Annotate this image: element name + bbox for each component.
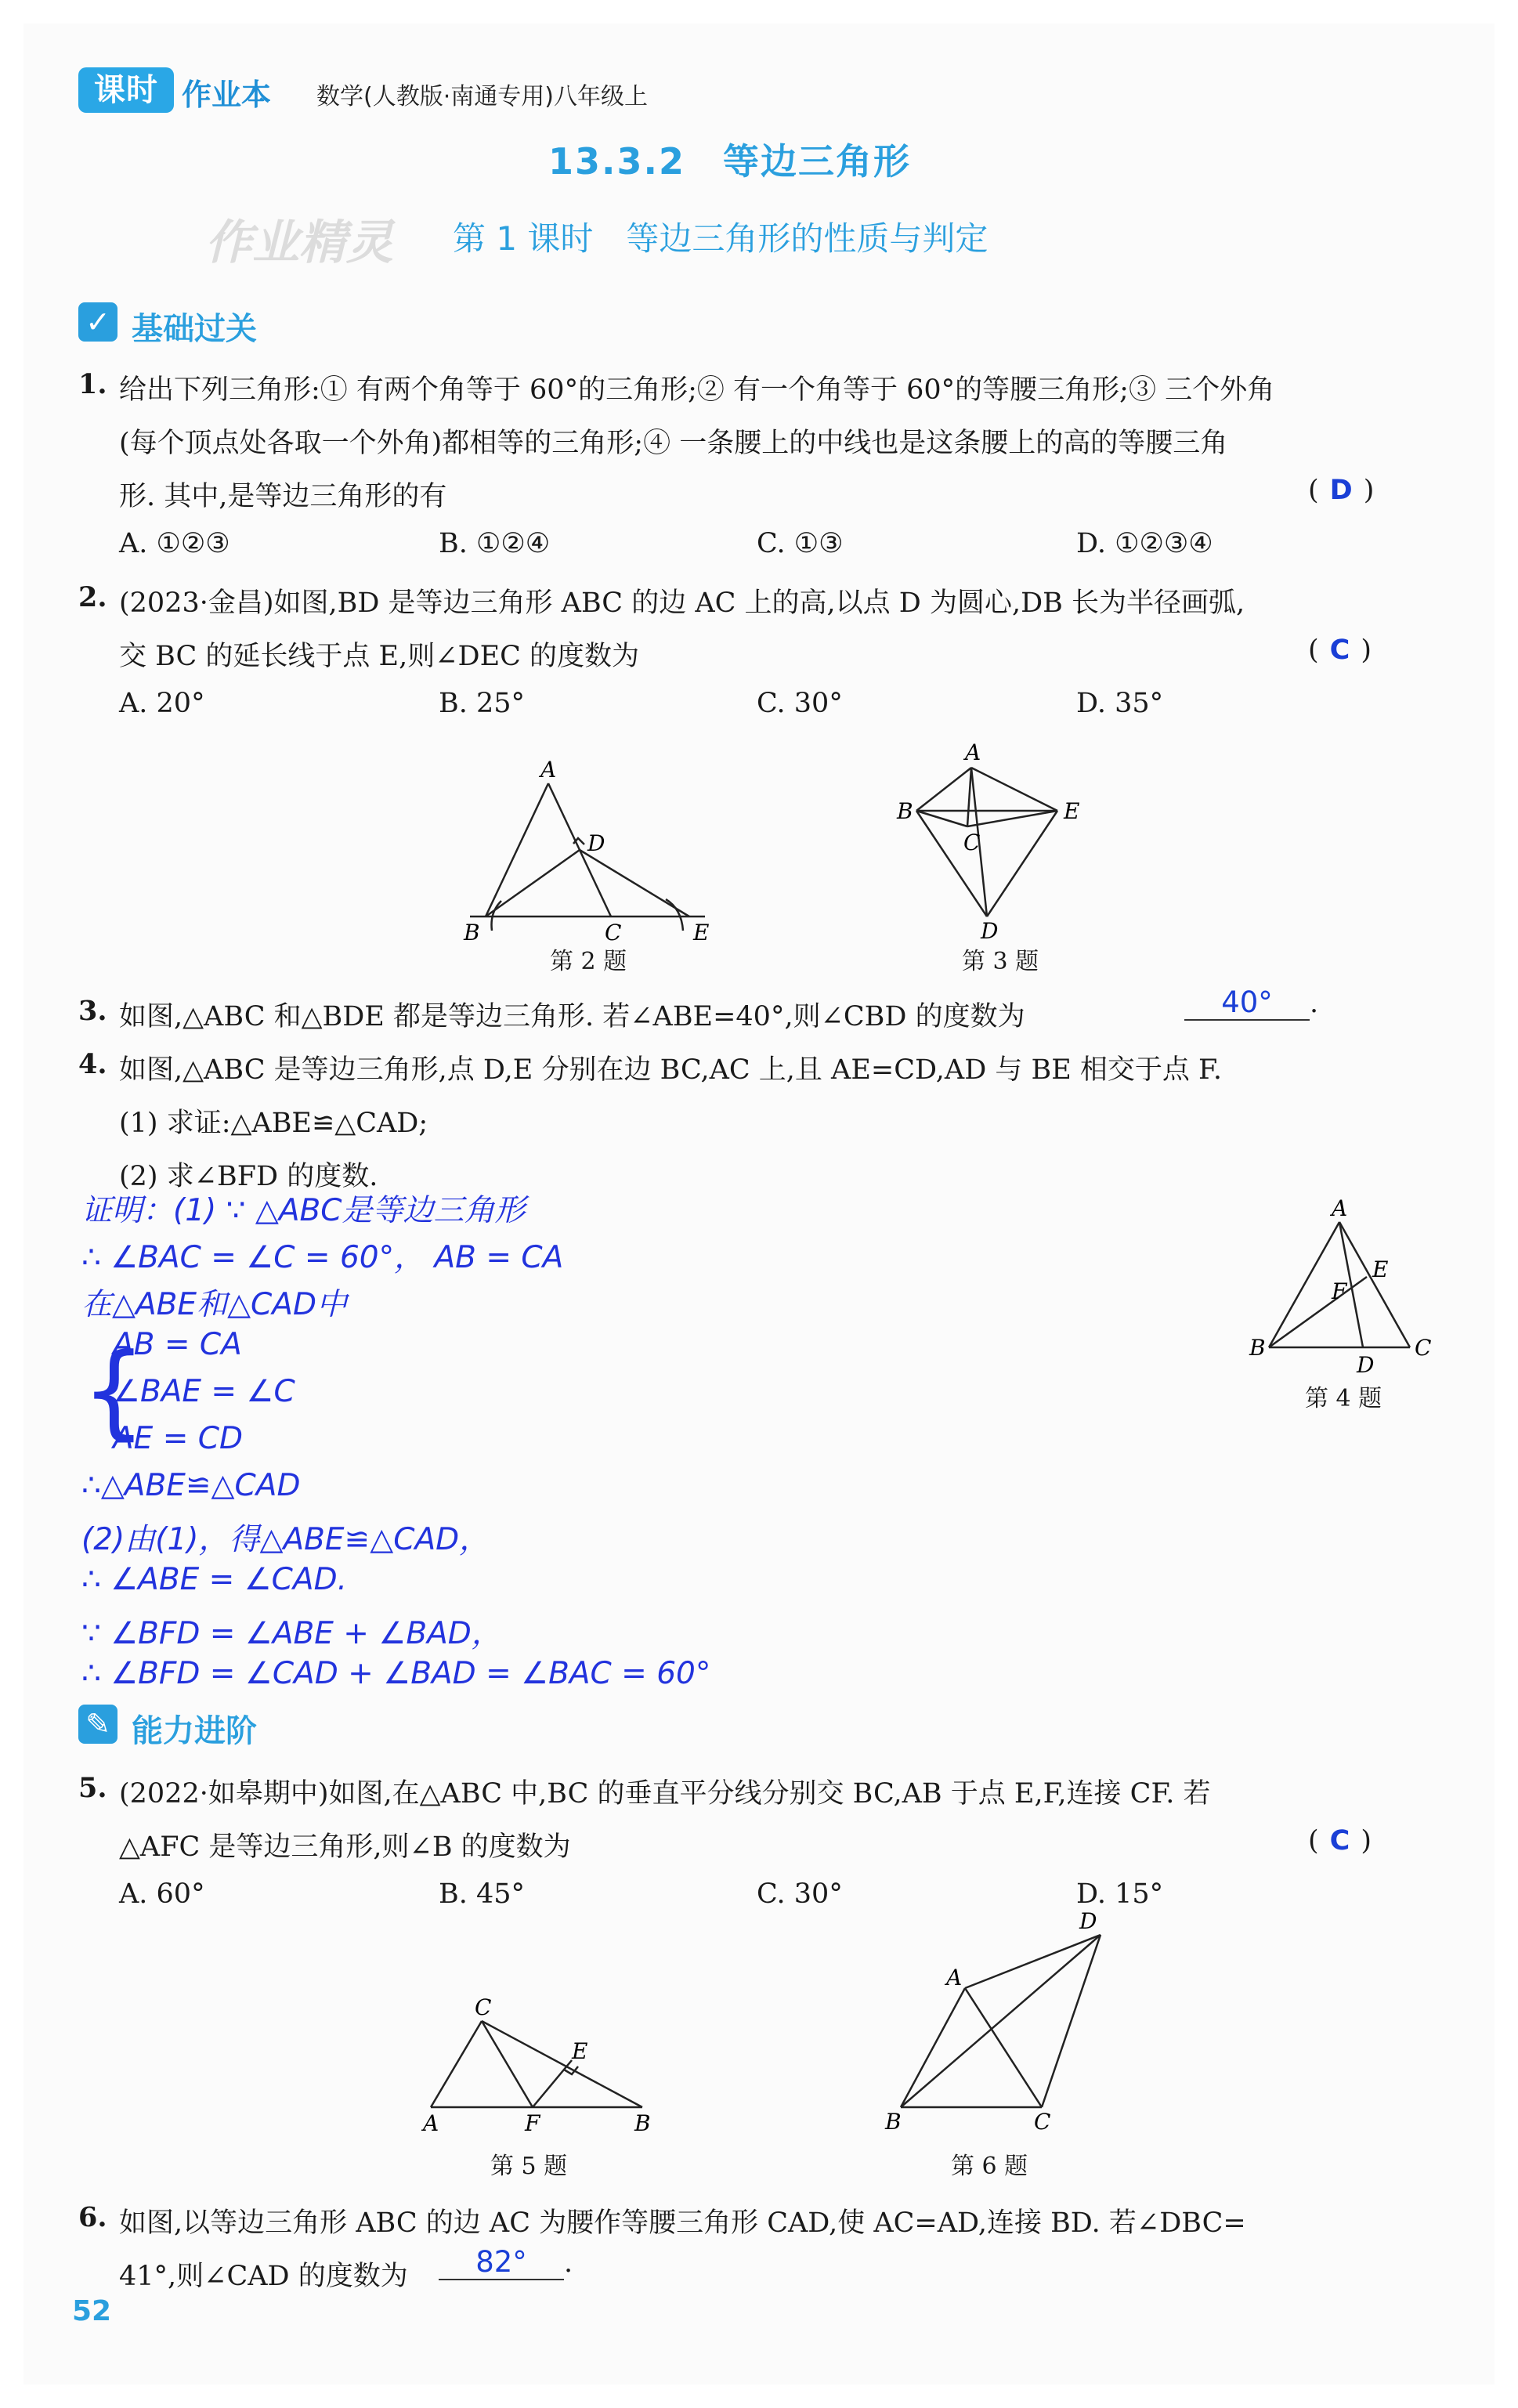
q5-option-d: D. 15° [1076,1878,1164,1910]
figure-q5 [407,1974,666,2146]
fig4-label-c: C [1415,1335,1432,1361]
q1-option-d: D. ①②③④ [1076,528,1213,559]
altitude-bd [486,850,580,917]
q4-sub1: (1) 求证:△ABE≌△CAD; [119,1108,428,1139]
solution-line-5: ∠BAE = ∠C [113,1374,295,1409]
q6-number: 6. [78,2201,107,2233]
fig2-label-e: E [693,920,710,945]
q5-option-b: B. 45° [439,1878,526,1910]
fig5-label-a: A [423,2110,439,2136]
fig6-label-a: A [946,1965,963,1990]
fig3-label-a: A [965,739,981,765]
fig3-label-b: B [897,798,913,824]
q5-number: 5. [78,1772,107,1804]
lesson-title: 第 1 课时 等边三角形的性质与判定 [453,219,989,258]
fig2-label-a: A [540,757,557,783]
side-ab [486,783,548,917]
side-ab [1269,1222,1339,1347]
side-bd [916,811,987,917]
brand-logo: 课时 [78,67,174,113]
fig3-label-e: E [1064,798,1080,824]
q1-answer: ( D ) [1308,475,1375,506]
solution-line-6: AE = CD [113,1421,244,1456]
solution-line-10: ∵ ∠BFD = ∠ABE + ∠BAD， [81,1616,502,1651]
q4-sub2: (2) 求∠BFD 的度数. [119,1161,378,1192]
fig3-caption: 第 3 题 [962,948,1039,975]
page-number: 52 [72,2295,112,2327]
side-ab [916,768,971,811]
q1-option-a: A. ①②③ [119,528,230,559]
fig5-label-c: C [475,1994,492,2020]
q1-number: 1. [78,368,107,400]
q5-answer: ( C ) [1308,1825,1372,1857]
q1-line2: (每个顶点处各取一个外角)都相等的三角形;④ 一条腰上的中线也是这条腰上的高的等腰三角 [119,428,1228,459]
fig6-caption: 第 6 题 [951,2153,1028,2180]
q6-line2: 41°,则∠CAD 的度数为 [119,2261,408,2292]
fig5-label-f: F [525,2110,540,2136]
side-bc [916,811,967,826]
figure-q6 [877,1904,1136,2146]
side-cb [482,2021,642,2107]
solution-line-7: ∴△ABE≌△CAD [81,1468,301,1503]
fig4-label-a: A [1332,1199,1348,1221]
solution-line-4: AB = CA [113,1327,242,1362]
segment-ce [967,811,1057,826]
q2-option-c: C. 30° [757,688,843,719]
figure-q4 [1238,1199,1441,1379]
book-title: 作业本 [182,78,272,112]
pencil-icon: ✎ [78,1705,117,1744]
q5-line1: (2022·如皋期中)如图,在△ABC 中,BC 的垂直平分线分别交 BC,AB 于点 E,F,连接 CF. 若 [119,1778,1211,1810]
q5-option-a: A. 60° [119,1878,205,1910]
q1-option-b: B. ①②④ [439,528,551,559]
q2-line1: (2023·金昌)如图,BD 是等边三角形 ABC 的边 AC 上的高,以点 D 为圆心,DB 长为半径画弧, [119,588,1245,619]
q2-option-b: B. 25° [439,688,526,719]
solution-line-8: (2)由(1)，得△ABE≌△CAD， [81,1522,490,1557]
watermark: 作业精灵 [205,215,393,270]
q2-number: 2. [78,581,107,613]
q1-line1: 给出下列三角形:① 有两个角等于 60°的三角形;② 有一个角等于 60°的等腰三角形;③ 三个外角 [119,374,1275,406]
side-ac [965,1988,1042,2107]
fig5-label-b: B [634,2110,651,2136]
fig5-label-e: E [572,2038,588,2064]
solution-line-9: ∴ ∠ABE = ∠CAD. [81,1562,348,1597]
q2-option-d: D. 35° [1076,688,1164,719]
solution-line-1: 证明：(1) ∵ △ABC是等边三角形 [81,1193,526,1228]
fig5-caption: 第 5 题 [490,2153,568,2180]
fig4-label-e: E [1372,1256,1389,1282]
side-ac [967,768,971,826]
q4-number: 4. [78,1048,107,1080]
basic-heading: 基础过关 [132,311,257,347]
side-ac [1339,1222,1410,1347]
perp-bisector-fe [533,2060,572,2107]
solution-line-2: ∴ ∠BAC = ∠C = 60°， AB = CA [81,1240,564,1275]
solution-line-3: 在△ABE和△CAD中 [81,1287,348,1322]
q2-answer: ( C ) [1308,635,1372,666]
side-ed [987,811,1057,917]
fig4-caption: 第 4 题 [1305,1385,1382,1412]
side-ba [901,1988,965,2107]
q2-option-a: A. 20° [119,688,205,719]
figure-q2 [454,752,721,964]
fig4-label-f: F [1332,1278,1347,1304]
checkbox-icon: ✓ [78,302,117,342]
q3-number: 3. [78,995,107,1027]
fig3-label-c: C [963,830,981,855]
q1-line3: 形. 其中,是等边三角形的有 [119,481,447,512]
q6-line1: 如图,以等边三角形 ABC 的边 AC 为腰作等腰三角形 CAD,使 AC=AD,连接 BD. 若∠DBC= [119,2207,1246,2239]
book-subtitle: 数学(人教版·南通专用)八年级上 [316,83,648,110]
q5-line2: △AFC 是等边三角形,则∠B 的度数为 [119,1831,571,1863]
q1-option-c: C. ①③ [757,528,844,559]
segment-be [1269,1277,1367,1347]
side-ad [965,1935,1101,1988]
solution-line-11: ∴ ∠BFD = ∠CAD + ∠BAD = ∠BAC = 60° [81,1656,711,1691]
solution-brace: { [81,1331,146,1450]
q2-line2: 交 BC 的延长线于点 E,则∠DEC 的度数为 [119,641,640,672]
fig6-label-b: B [885,2109,902,2135]
figure-q3 [893,736,1112,940]
fig2-label-d: D [587,830,605,856]
fig4-label-b: B [1249,1335,1266,1361]
side-ac [431,2021,482,2107]
fig2-label-b: B [464,920,480,945]
fig2-label-c: C [605,920,622,945]
q6-answer: 82° . [439,2245,573,2280]
q4-line1: 如图,△ABC 是等边三角形,点 D,E 分别在边 BC,AC 上,且 AE=CD,AD 与 BE 相交于点 F. [119,1054,1222,1086]
fig3-label-d: D [981,918,999,940]
fig6-label-c: C [1034,2109,1051,2135]
side-ae [971,768,1057,811]
q3-answer: 40° . [1184,985,1318,1021]
fig4-label-d: D [1357,1352,1375,1378]
fig6-label-d: D [1079,1908,1097,1934]
advanced-heading: 能力进阶 [132,1713,257,1749]
q5-option-c: C. 30° [757,1878,843,1910]
q3-text: 如图,△ABC 和△BDE 都是等边三角形. 若∠ABE=40°,则∠CBD 的度数为 [119,1001,1025,1032]
fig2-caption: 第 2 题 [550,948,627,975]
section-title: 13.3.2 等边三角形 [548,140,911,183]
